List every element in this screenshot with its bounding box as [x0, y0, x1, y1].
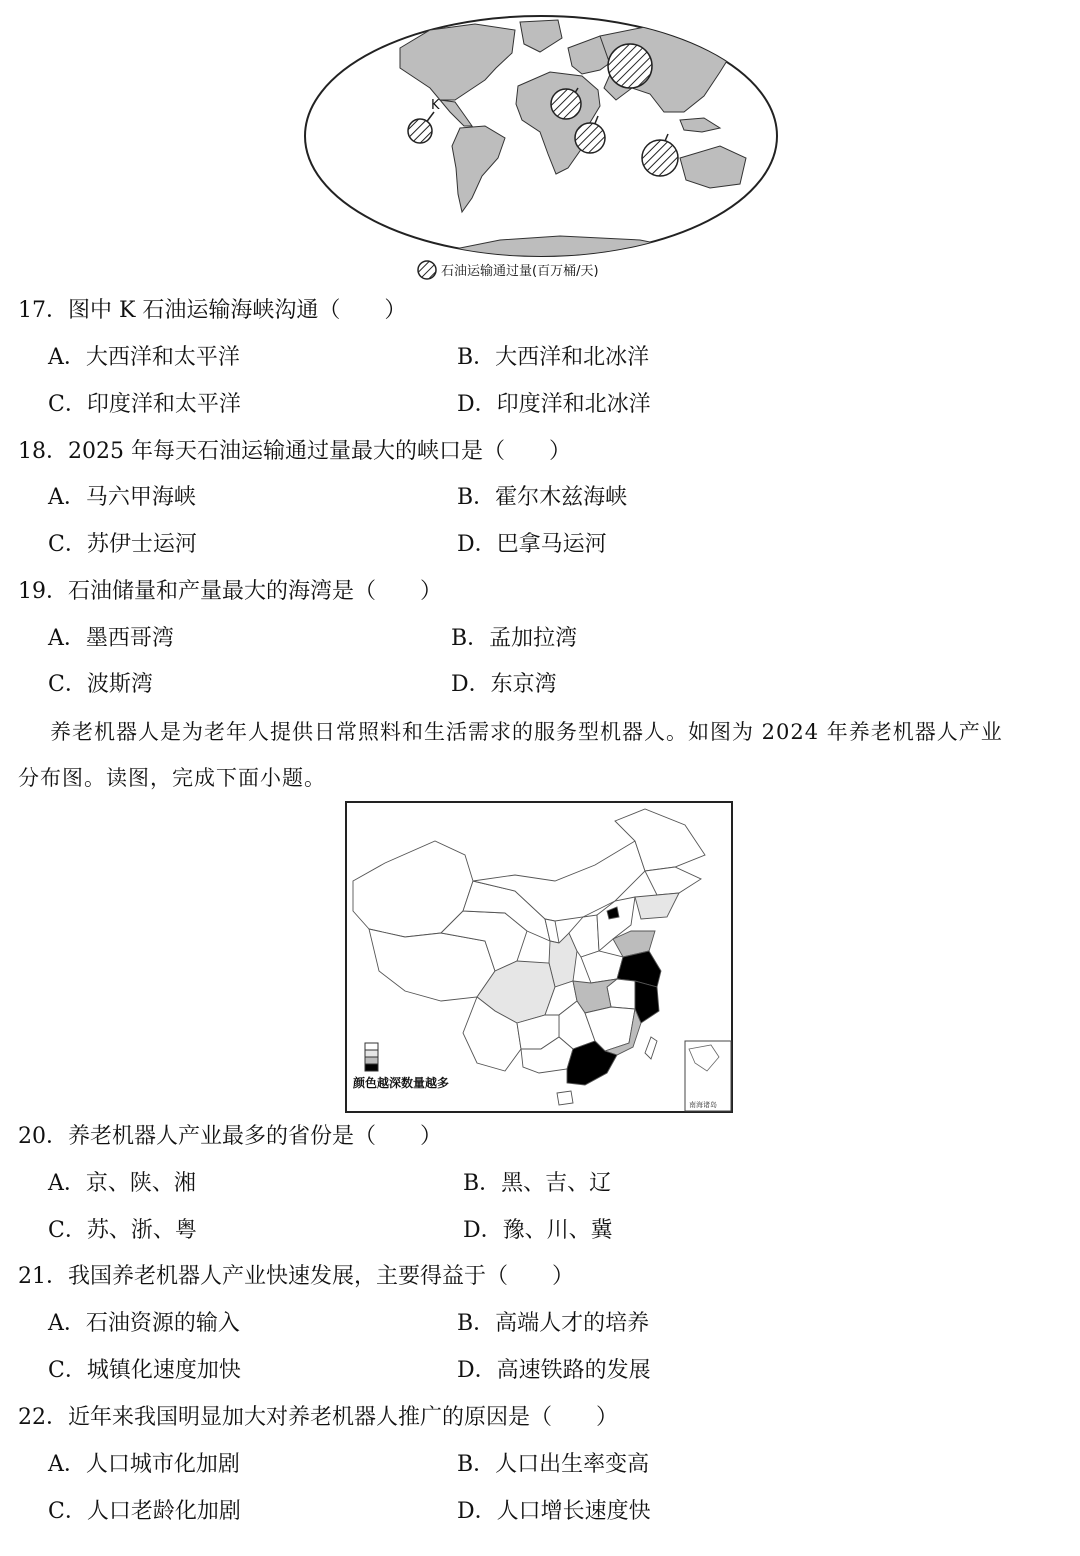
- question-22-option-c[interactable]: C．人口老龄化加剧: [48, 1499, 241, 1524]
- question-21-option-a[interactable]: A．石油资源的输入: [48, 1311, 240, 1336]
- question-18-option-b[interactable]: B．霍尔木兹海峡: [457, 485, 628, 510]
- question-18-option-c[interactable]: C．苏伊士运河: [48, 532, 197, 557]
- question-17-option-c[interactable]: C．印度洋和太平洋: [48, 392, 241, 417]
- question-20-option-b[interactable]: B．黑、吉、辽: [463, 1171, 612, 1196]
- question-22-option-d[interactable]: D．人口增长速度快: [457, 1499, 651, 1524]
- question-19-option-d[interactable]: D．东京湾: [451, 672, 557, 697]
- intro-line-2: 分布图。读图，完成下面小题。: [18, 766, 326, 790]
- question-21-option-c[interactable]: C．城镇化速度加快: [48, 1358, 241, 1383]
- question-19-option-b[interactable]: B．孟加拉湾: [451, 626, 578, 651]
- question-18-stem: 18．2025 年每天石油运输通过量最大的峡口是（ ）: [18, 439, 571, 464]
- oil-circle-suez: [551, 89, 581, 119]
- oil-circle-babelmandeb: [575, 123, 605, 153]
- question-19-stem: 19．石油储量和产量最大的海湾是（ ）: [18, 579, 442, 604]
- question-22-stem: 22．近年来我国明显加大对养老机器人推广的原因是（ ）: [18, 1405, 618, 1430]
- oil-circle-panama: [408, 119, 432, 143]
- oil-circle-malacca: [642, 140, 678, 176]
- legend-swatch-black: [365, 1064, 378, 1071]
- china-legend-text: 颜色越深数量越多: [353, 1076, 450, 1090]
- question-18-option-d[interactable]: D．巴拿马运河: [457, 532, 607, 557]
- k-label: K: [431, 98, 440, 113]
- question-20-option-a[interactable]: A．京、陕、湘: [48, 1171, 196, 1196]
- question-18-option-a[interactable]: A．马六甲海峡: [48, 485, 196, 510]
- question-17-option-b[interactable]: B．大西洋和北冰洋: [457, 345, 650, 370]
- legend-swatch-light: [365, 1043, 378, 1050]
- question-20-stem: 20．养老机器人产业最多的省份是（ ）: [18, 1124, 442, 1149]
- question-20-option-c[interactable]: C．苏、浙、粤: [48, 1218, 197, 1243]
- legend-hatch-icon: [418, 261, 436, 279]
- question-19-option-a[interactable]: A．墨西哥湾: [48, 626, 174, 651]
- intro-line-1: 养老机器人是为老年人提供日常照料和生活需求的服务型机器人。如图为 2024 年养老机器人产业: [50, 720, 1003, 744]
- world-oil-map: [300, 8, 782, 280]
- oil-circle-hormuz: [608, 44, 652, 88]
- legend-swatch-gray: [365, 1057, 378, 1064]
- question-22-option-a[interactable]: A．人口城市化加剧: [48, 1452, 240, 1477]
- inset-label: 南海诸岛: [689, 1101, 717, 1109]
- question-17-stem: 17．图中 K 石油运输海峡沟通（ ）: [18, 298, 407, 323]
- question-21-option-b[interactable]: B．高端人才的培养: [457, 1311, 650, 1336]
- question-17-option-d[interactable]: D．印度洋和北冰洋: [457, 392, 651, 417]
- legend-swatch-lightgray: [365, 1050, 378, 1057]
- question-19-option-c[interactable]: C．波斯湾: [48, 672, 153, 697]
- question-17-option-a[interactable]: A．大西洋和太平洋: [48, 345, 240, 370]
- china-robot-map: [345, 801, 733, 1113]
- question-20-option-d[interactable]: D．豫、川、冀: [463, 1218, 613, 1243]
- question-21-stem: 21．我国养老机器人产业快速发展，主要得益于（ ）: [18, 1264, 574, 1289]
- legend-text: 石油运输通过量(百万桶/天): [441, 264, 599, 279]
- question-21-option-d[interactable]: D．高速铁路的发展: [457, 1358, 651, 1383]
- hainan-shape: [557, 1091, 573, 1105]
- question-22-option-b[interactable]: B．人口出生率变高: [457, 1452, 650, 1477]
